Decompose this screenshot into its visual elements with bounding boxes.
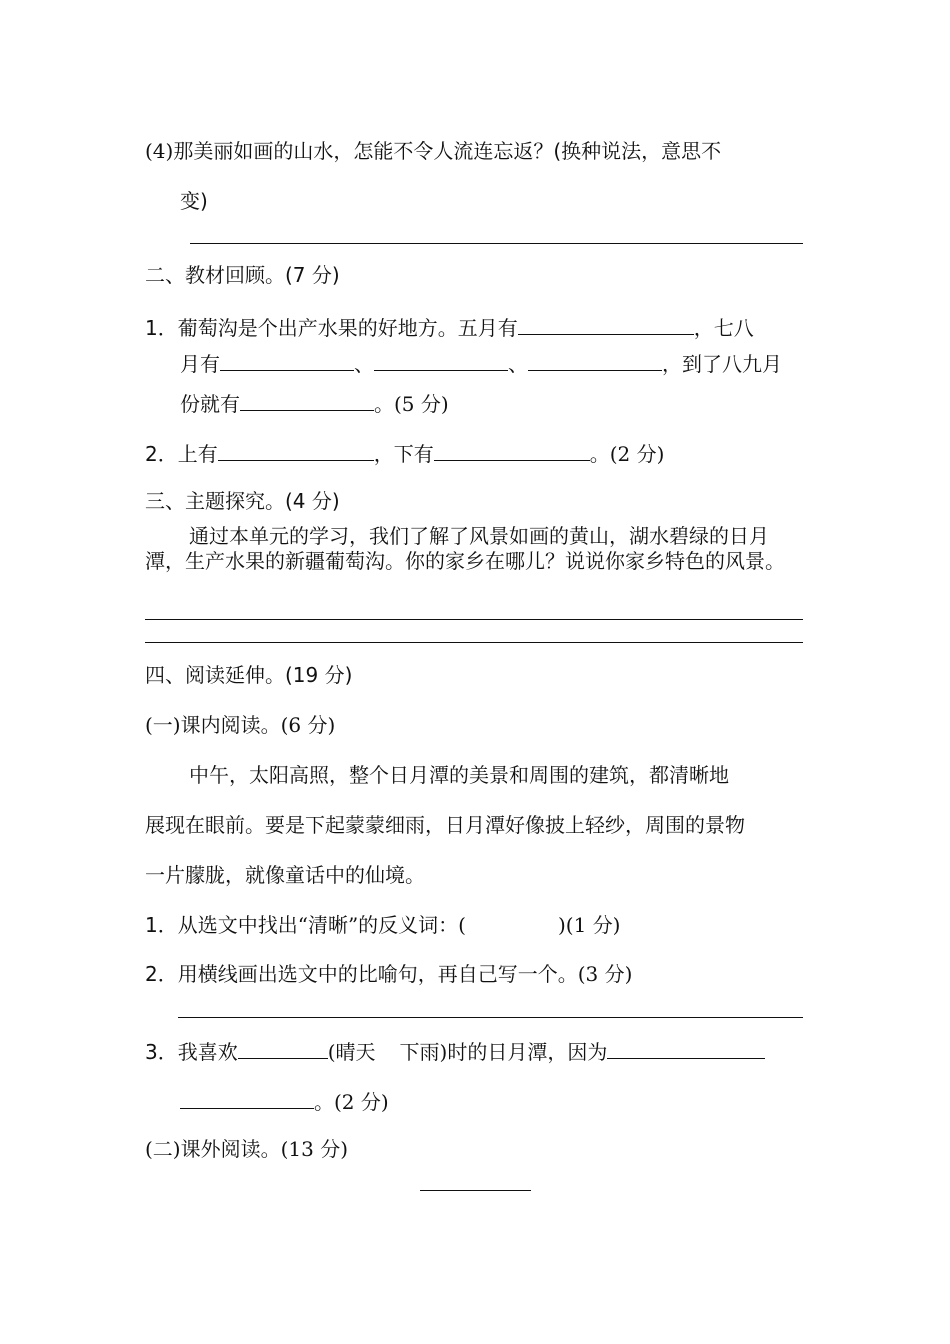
item-text: )(1 分) xyxy=(558,913,621,937)
fill-blank[interactable] xyxy=(220,348,354,371)
fill-blank[interactable] xyxy=(528,348,662,371)
s4-q1 xyxy=(145,912,621,938)
section3-heading: 三、主题探究。(4 分) xyxy=(145,489,340,513)
fill-blank[interactable] xyxy=(180,1086,314,1109)
fill-blank[interactable] xyxy=(518,312,694,335)
separator: 、 xyxy=(354,352,374,376)
item-number: 2． xyxy=(145,442,178,466)
item-number: 1． xyxy=(145,913,178,937)
fill-blank[interactable] xyxy=(218,438,374,461)
part2-heading: (二)课外阅读。(13 分) xyxy=(145,1137,349,1161)
item-text: 份就有 xyxy=(180,392,240,416)
s2-item1-line1 xyxy=(145,312,754,341)
item-number: 1． xyxy=(145,316,178,340)
s4-q3-line2 xyxy=(180,1086,389,1115)
answer-line[interactable] xyxy=(178,1017,803,1018)
s2-item1-line3 xyxy=(180,388,449,417)
fill-blank[interactable] xyxy=(607,1036,765,1059)
item-number: 3． xyxy=(145,1040,178,1064)
item-text: 下雨)时的日月潭，因为 xyxy=(399,1040,608,1064)
s4-q3-line1 xyxy=(145,1036,765,1065)
answer-line[interactable] xyxy=(145,642,803,643)
item-text: ，七八 xyxy=(693,316,754,340)
q4-instruction: (换种说法，意思不 xyxy=(553,139,722,163)
answer-line[interactable] xyxy=(145,619,803,620)
section2-heading: 二、教材回顾。(7 分) xyxy=(145,263,340,287)
section4-heading: 四、阅读延伸。(19 分) xyxy=(145,663,353,687)
q4-instruction-end: 变) xyxy=(180,189,208,213)
fill-blank[interactable] xyxy=(238,1036,328,1059)
answer-line[interactable] xyxy=(190,243,803,244)
item-text: 从选文中找出“清晰”的反义词：( xyxy=(177,913,466,937)
item-number: 2． xyxy=(145,962,178,986)
section3-body: 通过本单元的学习，我们了解了风景如画的黄山，湖水碧绿的日月潭，生产水果的新疆葡萄沟。你的家乡在哪儿？说说你家乡特色的风景。 xyxy=(145,524,785,573)
q4-text: (4)那美丽如画的山水，怎能不令人流连忘返？ xyxy=(145,139,554,163)
q4-line1 xyxy=(145,138,721,164)
item-text: 我喜欢 xyxy=(177,1040,238,1064)
fill-blank[interactable] xyxy=(374,348,508,371)
passage-line: 中午，太阳高照，整个日月潭的美景和周围的建筑，都清晰地 xyxy=(189,763,729,787)
item-text: 。(2 分) xyxy=(314,1090,389,1114)
fill-blank[interactable] xyxy=(240,388,374,411)
s4-q2 xyxy=(145,961,632,987)
title-blank[interactable] xyxy=(420,1190,531,1191)
item-text: 月有 xyxy=(180,352,220,376)
item-text: ，下有 xyxy=(373,442,434,466)
s2-item2 xyxy=(145,438,664,467)
s2-item1-line2 xyxy=(180,348,782,377)
part1-heading: (一)课内阅读。(6 分) xyxy=(145,713,336,737)
item-text: ，到了八九月 xyxy=(662,352,782,376)
separator: 、 xyxy=(508,352,528,376)
item-text: 上有 xyxy=(177,442,218,466)
passage-line: 一片朦胧，就像童话中的仙境。 xyxy=(145,863,425,887)
item-text: 。(5 分) xyxy=(374,392,449,416)
item-text: 。(2 分) xyxy=(589,442,665,466)
option-text: (晴天 xyxy=(327,1040,376,1064)
fill-blank[interactable] xyxy=(434,438,590,461)
item-text: 葡萄沟是个出产水果的好地方。五月有 xyxy=(177,316,518,340)
passage-line: 展现在眼前。要是下起蒙蒙细雨，日月潭好像披上轻纱，周围的景物 xyxy=(145,813,745,837)
item-text: 用横线画出选文中的比喻句，再自己写一个。(3 分) xyxy=(177,962,633,986)
